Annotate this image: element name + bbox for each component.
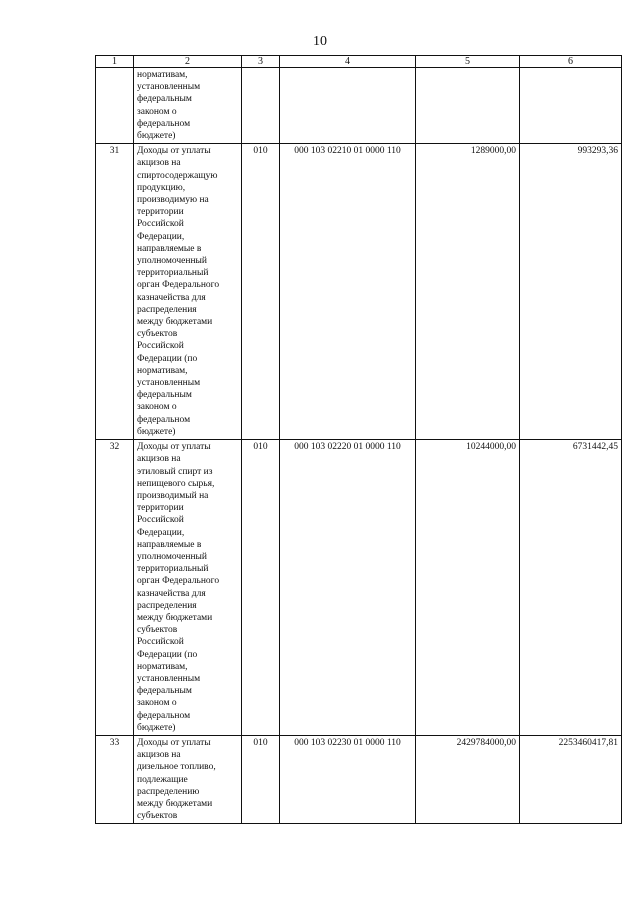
classification-code-cell: 000 103 02210 01 0000 110	[280, 144, 416, 440]
income-name-line: направляемые в	[137, 539, 202, 550]
income-name-line: федеральным	[137, 390, 192, 401]
income-name-cell	[134, 68, 242, 144]
income-name-line: подлежащие	[137, 774, 188, 785]
income-name-line: дизельное топливо,	[137, 762, 216, 773]
income-name-line: орган Федерального	[137, 280, 220, 291]
income-name-line: федеральном	[137, 118, 191, 129]
table-row	[96, 440, 622, 736]
income-name-line: законом о	[137, 402, 177, 413]
income-name-line: бюджете)	[137, 722, 176, 733]
income-name-line: территориальный	[137, 564, 209, 575]
row-number-cell	[96, 68, 134, 144]
income-name-line: Российской	[137, 341, 184, 352]
row-number-cell: 33	[96, 735, 134, 823]
income-name-line: нормативам,	[137, 70, 188, 80]
actual-amount-cell: 993293,36	[520, 144, 622, 440]
actual-amount-cell: 6731442,45	[520, 440, 622, 736]
income-name-line: территории	[137, 503, 184, 514]
line-code-cell: 010	[242, 144, 280, 440]
planned-amount-cell	[416, 68, 520, 144]
planned-amount-cell: 2429784000,00	[416, 735, 520, 823]
line-code-cell	[242, 68, 280, 144]
income-name-line: между бюджетами	[137, 798, 213, 809]
column-header: 3	[242, 56, 280, 68]
table-row	[96, 735, 622, 823]
income-name-line: федеральном	[137, 710, 191, 721]
income-name-line: установленным	[137, 378, 201, 389]
income-name-line: федеральным	[137, 94, 192, 105]
income-name-line: законом о	[137, 698, 177, 709]
income-name-line: продукцию,	[137, 182, 186, 193]
income-name-line: субъектов	[137, 329, 178, 340]
column-header: 1	[96, 56, 134, 68]
income-name-line: производимый на	[137, 490, 209, 501]
income-name-line: акцизов на	[137, 454, 181, 465]
income-name-line: спиртосодержащую	[137, 170, 218, 181]
report-table	[95, 55, 622, 824]
income-name-line: нормативам,	[137, 661, 188, 672]
income-name-line: казначейства для	[137, 292, 206, 303]
income-name-cell	[134, 144, 242, 440]
income-name-line: этиловый спирт из	[137, 466, 213, 477]
income-name-line: Доходы от уплаты	[137, 737, 211, 748]
income-name-line: установленным	[137, 673, 201, 684]
planned-amount-cell: 1289000,00	[416, 144, 520, 440]
table-row	[96, 68, 622, 144]
page-number: 10	[313, 34, 327, 49]
planned-amount-cell: 10244000,00	[416, 440, 520, 736]
income-name-line: федеральным	[137, 686, 192, 697]
line-code-cell: 010	[242, 440, 280, 736]
income-name-line: акцизов на	[137, 158, 181, 169]
row-number-cell: 32	[96, 440, 134, 736]
income-name-line: бюджете)	[137, 131, 176, 142]
income-name-line: акцизов на	[137, 750, 181, 761]
income-name-line: Российской	[137, 637, 184, 648]
income-name-line: орган Федерального	[137, 576, 220, 587]
income-name-line: бюджете)	[137, 426, 176, 437]
income-name-line: уполномоченный	[137, 551, 207, 562]
income-name-line: направляемые в	[137, 243, 202, 254]
actual-amount-cell: 2253460417,81	[520, 735, 622, 823]
income-name-line: субъектов	[137, 811, 178, 822]
income-name-line: Доходы от уплаты	[137, 146, 211, 157]
income-name-line: Федерации,	[137, 527, 185, 538]
classification-code-cell: 000 103 02230 01 0000 110	[280, 735, 416, 823]
column-header: 5	[416, 56, 520, 68]
table-body	[96, 68, 622, 824]
income-name-line: распределению	[137, 786, 200, 797]
income-name-line: территориальный	[137, 268, 209, 279]
income-name-cell	[134, 735, 242, 823]
income-name-line: Российской	[137, 219, 184, 230]
column-header: 4	[280, 56, 416, 68]
income-name-line: Федерации,	[137, 231, 185, 242]
income-name-cell	[134, 440, 242, 736]
income-name-line: распределения	[137, 304, 197, 315]
income-name-line: установленным	[137, 82, 201, 93]
line-code-cell: 010	[242, 735, 280, 823]
income-name-line: непищевого сырья,	[137, 478, 215, 489]
income-name-line: Доходы от уплаты	[137, 442, 211, 453]
income-name-line: между бюджетами	[137, 612, 213, 623]
income-name-line: производимую на	[137, 195, 209, 206]
income-name-line: нормативам,	[137, 365, 188, 376]
income-name-line: Российской	[137, 515, 184, 526]
income-name-line: территории	[137, 207, 184, 218]
column-header: 6	[520, 56, 622, 68]
row-number-cell: 31	[96, 144, 134, 440]
income-name-line: распределения	[137, 600, 197, 611]
actual-amount-cell	[520, 68, 622, 144]
column-header: 2	[134, 56, 242, 68]
classification-code-cell: 000 103 02220 01 0000 110	[280, 440, 416, 736]
income-name-line: казначейства для	[137, 588, 206, 599]
table-row	[96, 144, 622, 440]
header-row	[96, 56, 622, 68]
classification-code-cell	[280, 68, 416, 144]
income-name-line: между бюджетами	[137, 317, 213, 328]
income-name-line: уполномоченный	[137, 256, 207, 267]
income-name-line: субъектов	[137, 625, 178, 636]
income-name-line: федеральном	[137, 414, 191, 425]
income-name-line: Федерации (по	[137, 353, 198, 364]
income-name-line: Федерации (по	[137, 649, 198, 660]
income-name-line: законом о	[137, 106, 177, 117]
